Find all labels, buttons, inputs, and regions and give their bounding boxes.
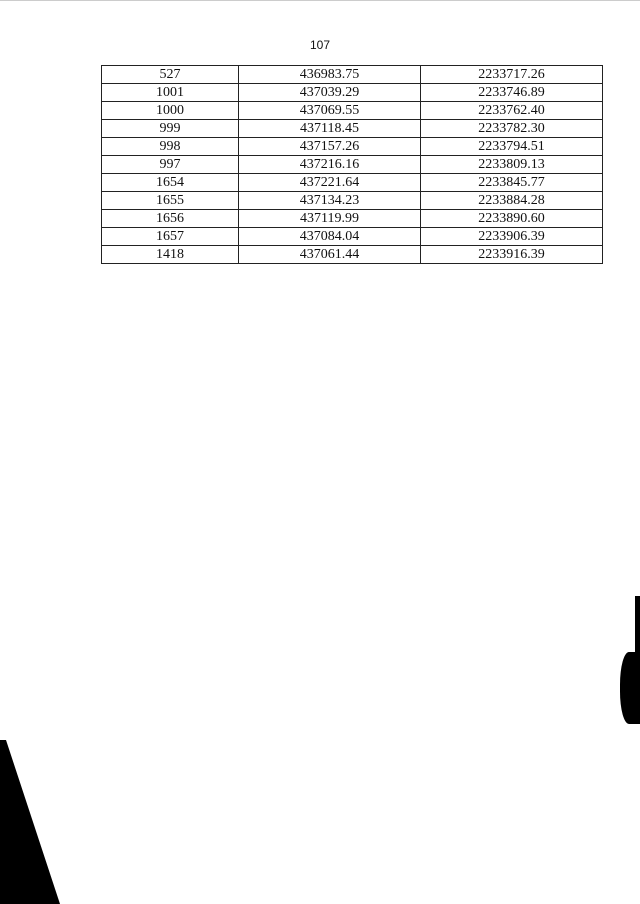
table-row: [102, 174, 603, 192]
x-coordinate-cell: 436983.75: [239, 66, 421, 84]
y-coordinate-cell: 2233809.13: [421, 156, 603, 174]
y-coordinate-cell: 2233794.51: [421, 138, 603, 156]
point-id-cell: 1001: [102, 84, 239, 102]
scan-top-edge: [0, 0, 640, 1]
x-coordinate-cell: 437119.99: [239, 210, 421, 228]
y-coordinate-cell: 2233884.28: [421, 192, 603, 210]
coordinates-table: [101, 65, 603, 264]
y-coordinate-cell: 2233916.39: [421, 246, 603, 264]
table-row: [102, 84, 603, 102]
point-id-cell: 1656: [102, 210, 239, 228]
point-id-cell: 527: [102, 66, 239, 84]
point-id-cell: 997: [102, 156, 239, 174]
page-number: 107: [309, 38, 331, 52]
y-coordinate-cell: 2233717.26: [421, 66, 603, 84]
y-coordinate-cell: 2233845.77: [421, 174, 603, 192]
table-row: [102, 66, 603, 84]
x-coordinate-cell: 437084.04: [239, 228, 421, 246]
x-coordinate-cell: 437118.45: [239, 120, 421, 138]
scan-shadow-right-blob: [620, 652, 640, 724]
point-id-cell: 1418: [102, 246, 239, 264]
y-coordinate-cell: 2233782.30: [421, 120, 603, 138]
x-coordinate-cell: 437216.16: [239, 156, 421, 174]
y-coordinate-cell: 2233762.40: [421, 102, 603, 120]
x-coordinate-cell: 437157.26: [239, 138, 421, 156]
table-row: [102, 210, 603, 228]
table-row: [102, 192, 603, 210]
point-id-cell: 1657: [102, 228, 239, 246]
table-row: [102, 246, 603, 264]
y-coordinate-cell: 2233890.60: [421, 210, 603, 228]
x-coordinate-cell: 437061.44: [239, 246, 421, 264]
table-row: [102, 156, 603, 174]
table-row: [102, 120, 603, 138]
scan-shadow-right-strip: [635, 596, 640, 656]
x-coordinate-cell: 437069.55: [239, 102, 421, 120]
table-row: [102, 102, 603, 120]
table-row: [102, 228, 603, 246]
x-coordinate-cell: 437134.23: [239, 192, 421, 210]
x-coordinate-cell: 437221.64: [239, 174, 421, 192]
point-id-cell: 998: [102, 138, 239, 156]
point-id-cell: 1000: [102, 102, 239, 120]
y-coordinate-cell: 2233906.39: [421, 228, 603, 246]
table-row: [102, 138, 603, 156]
point-id-cell: 999: [102, 120, 239, 138]
scan-shadow-left: [0, 740, 60, 904]
x-coordinate-cell: 437039.29: [239, 84, 421, 102]
point-id-cell: 1654: [102, 174, 239, 192]
y-coordinate-cell: 2233746.89: [421, 84, 603, 102]
point-id-cell: 1655: [102, 192, 239, 210]
